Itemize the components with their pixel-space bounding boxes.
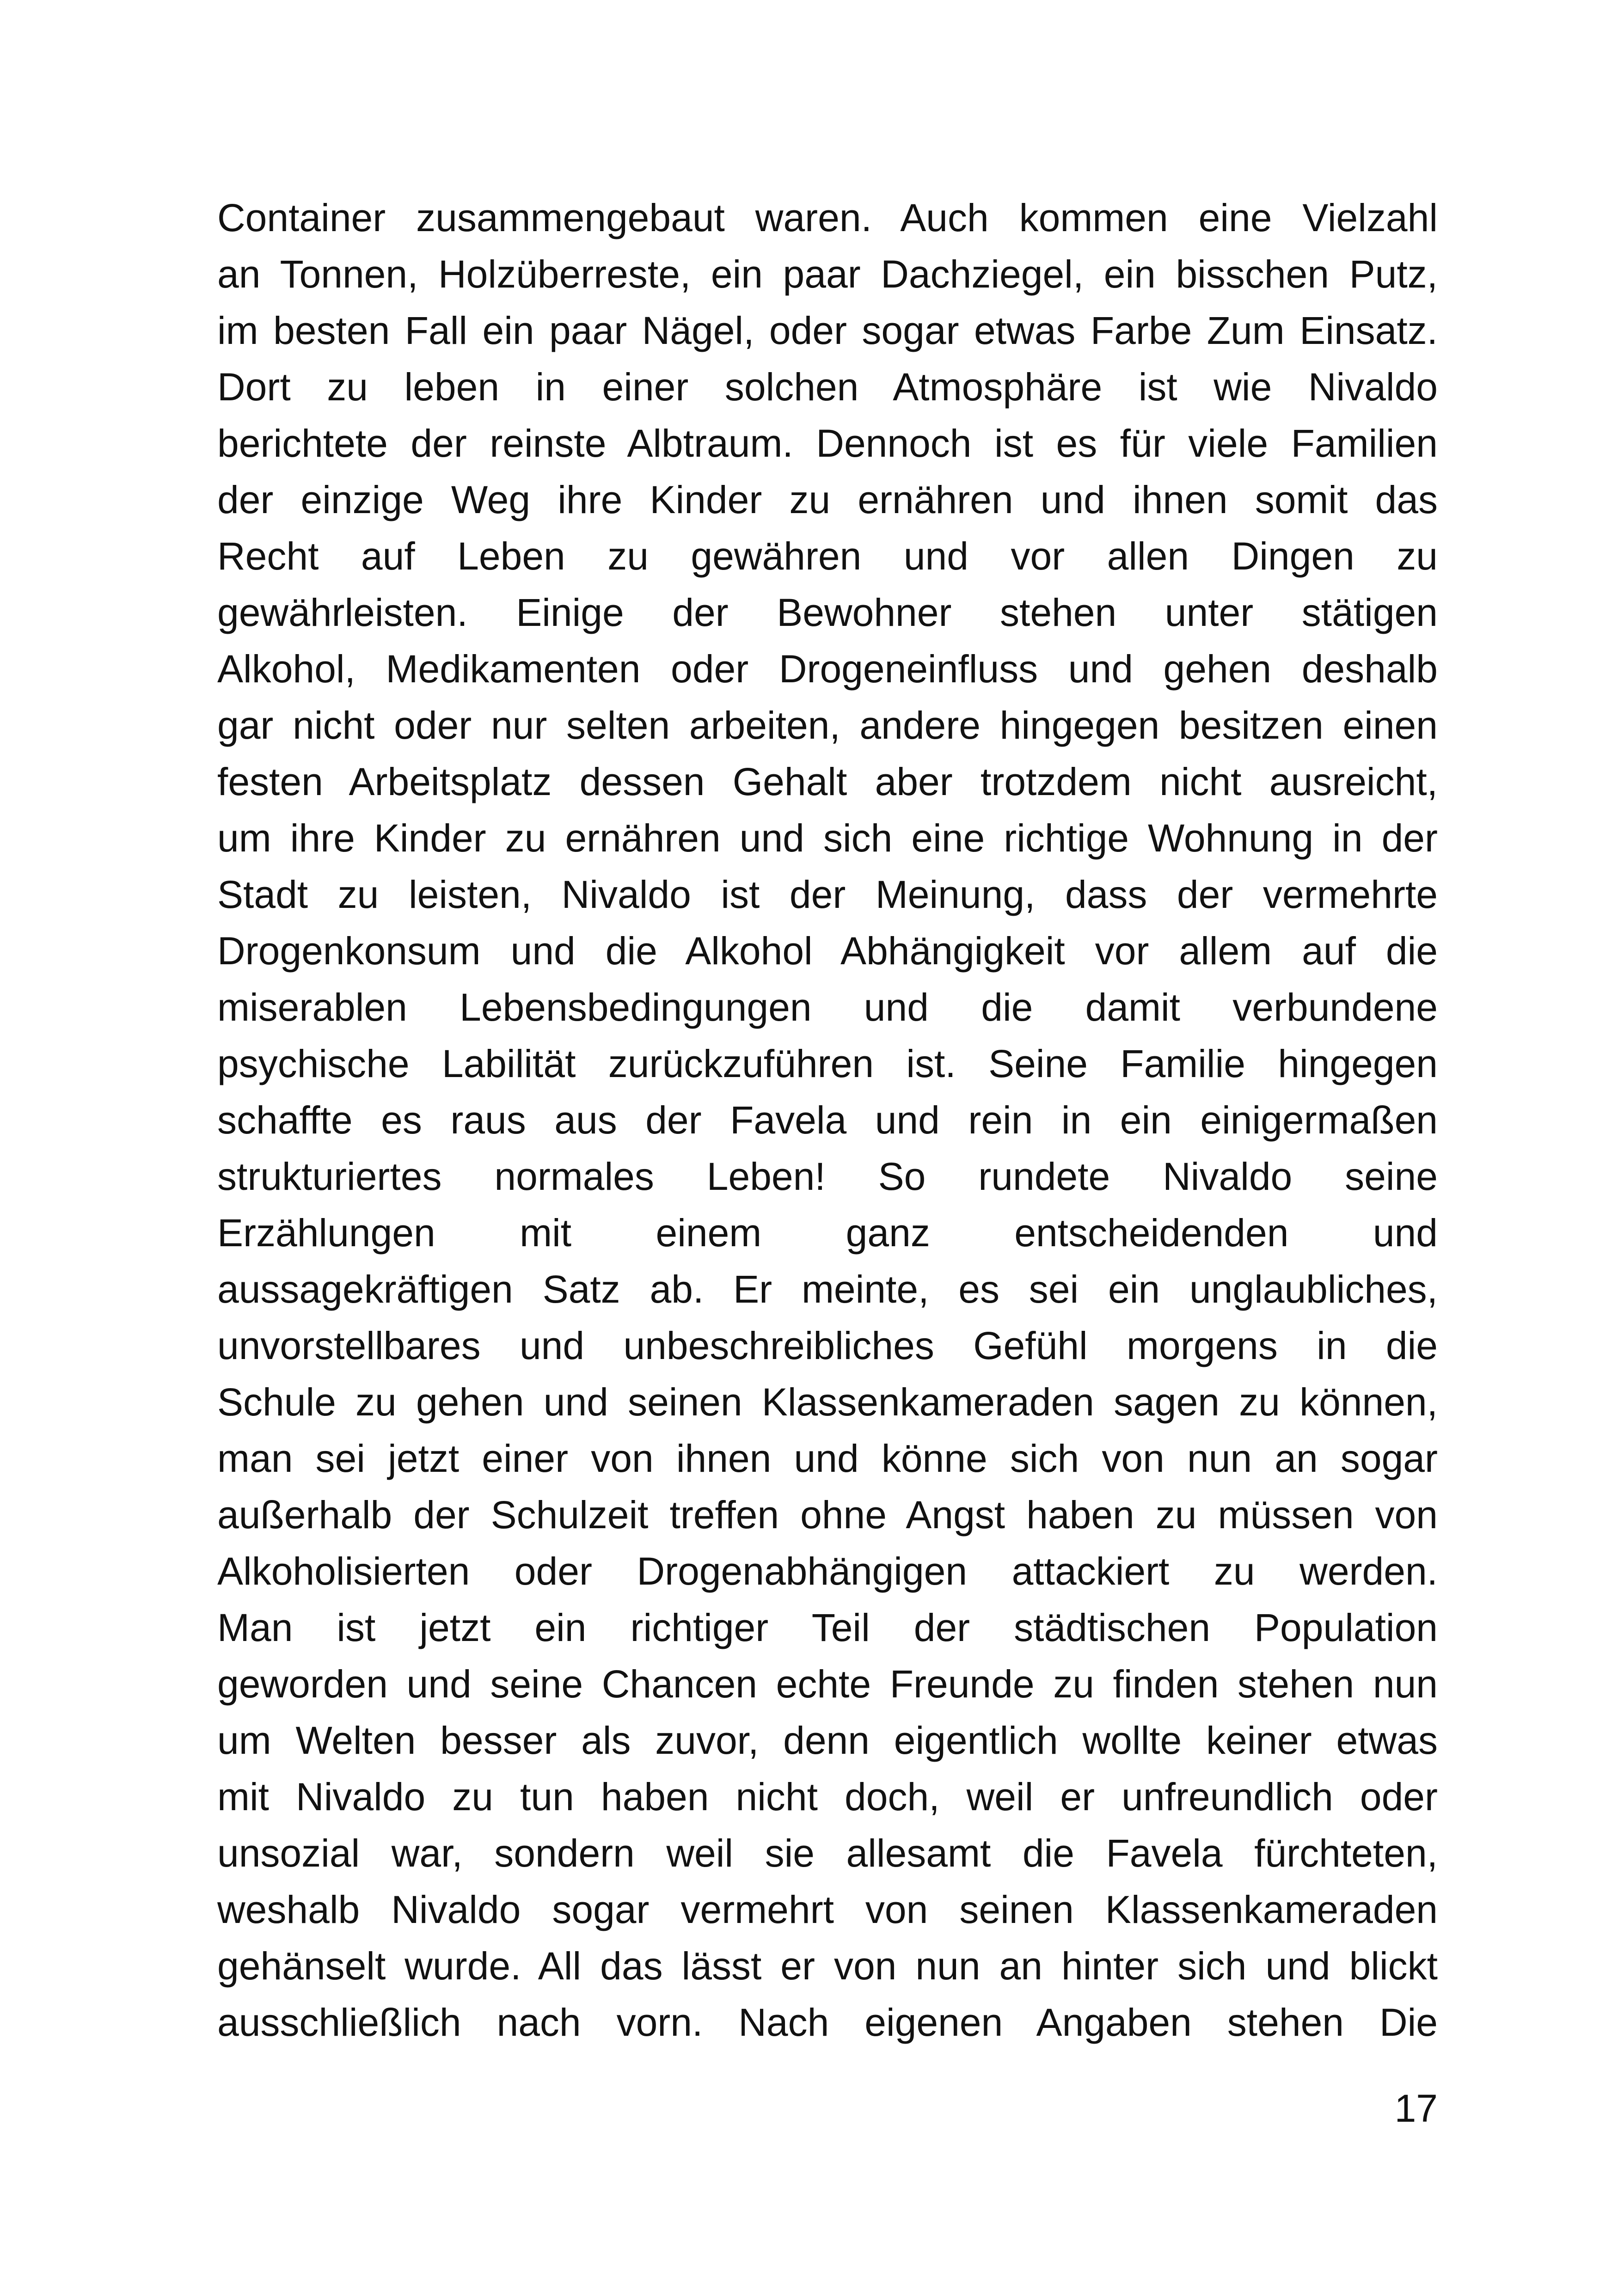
text-line: Dort zu leben in einer solchen Atmosphäre ist wie Nivaldo (217, 365, 1438, 409)
text-line: festen Arbeitsplatz dessen Gehalt aber trotzdem nicht ausreicht, (217, 760, 1438, 803)
text-line: außerhalb der Schulzeit treffen ohne Angst haben zu müssen von (217, 1493, 1438, 1537)
text-line: schaffte es raus aus der Favela und rein in ein einigermaßen (217, 1098, 1438, 1142)
text-line: miserablen Lebensbedingungen und die damit verbundene (217, 986, 1438, 1029)
text-line: berichtete der reinste Albtraum. Dennoch ist es für viele Familien (217, 422, 1438, 465)
text-line: um ihre Kinder zu ernähren und sich eine richtige Wohnung in der (217, 816, 1438, 860)
text-line: um Welten besser als zuvor, denn eigentlich wollte keiner etwas (217, 1719, 1438, 1762)
text-line: Alkohol, Medikamenten oder Drogeneinfluss und gehen deshalb (217, 647, 1438, 691)
text-line: man sei jetzt einer von ihnen und könne sich von nun an sogar (217, 1437, 1438, 1480)
text-line: gehänselt wurde. All das lässt er von nun an hinter sich und blickt (217, 1944, 1438, 1988)
text-line: unvorstellbares und unbeschreibliches Gefühl morgens in die (217, 1324, 1438, 1367)
text-line: Schule zu gehen und seinen Klassenkameraden sagen zu können, (217, 1380, 1438, 1424)
text-line: gar nicht oder nur selten arbeiten, andere hingegen besitzen einen (217, 704, 1438, 747)
text-line: an Tonnen, Holzüberreste, ein paar Dachziegel, ein bisschen Putz, (217, 252, 1438, 296)
text-line: ausschließlich nach vorn. Nach eigenen Angaben stehen Die (217, 2001, 1438, 2044)
text-line: Container zusammengebaut waren. Auch kommen eine Vielzahl (217, 196, 1438, 239)
text-line: im besten Fall ein paar Nägel, oder sogar etwas Farbe Zum Einsatz. (217, 309, 1438, 352)
text-line: Recht auf Leben zu gewähren und vor allen Dingen zu (217, 534, 1438, 578)
page-number: 17 (1394, 2087, 1438, 2130)
text-line: strukturiertes normales Leben! So rundete Nivaldo seine (217, 1155, 1438, 1198)
text-line: gewährleisten. Einige der Bewohner stehen unter stätigen (217, 591, 1438, 634)
text-line: mit Nivaldo zu tun haben nicht doch, weil er unfreundlich oder (217, 1775, 1438, 1818)
text-line: der einzige Weg ihre Kinder zu ernähren und ihnen somit das (217, 478, 1438, 521)
text-line: Drogenkonsum und die Alkohol Abhängigkeit vor allem auf die (217, 929, 1438, 973)
text-line: Man ist jetzt ein richtiger Teil der städtischen Population (217, 1606, 1438, 1649)
text-line: Alkoholisierten oder Drogenabhängigen attackiert zu werden. (217, 1549, 1438, 1593)
text-line: geworden und seine Chancen echte Freunde zu finden stehen nun (217, 1662, 1438, 1706)
text-line: aussagekräftigen Satz ab. Er meinte, es sei ein unglaubliches, (217, 1267, 1438, 1311)
text-line: weshalb Nivaldo sogar vermehrt von seinen Klassenkameraden (217, 1888, 1438, 1931)
text-line: Stadt zu leisten, Nivaldo ist der Meinung, dass der vermehrte (217, 873, 1438, 916)
text-line: unsozial war, sondern weil sie allesamt die Favela fürchteten, (217, 1831, 1438, 1875)
text-line: psychische Labilität zurückzuführen ist. Seine Familie hingegen (217, 1042, 1438, 1085)
text-line: Erzählungen mit einem ganz entscheidenden und (217, 1211, 1438, 1255)
body-text (217, 190, 1438, 2051)
